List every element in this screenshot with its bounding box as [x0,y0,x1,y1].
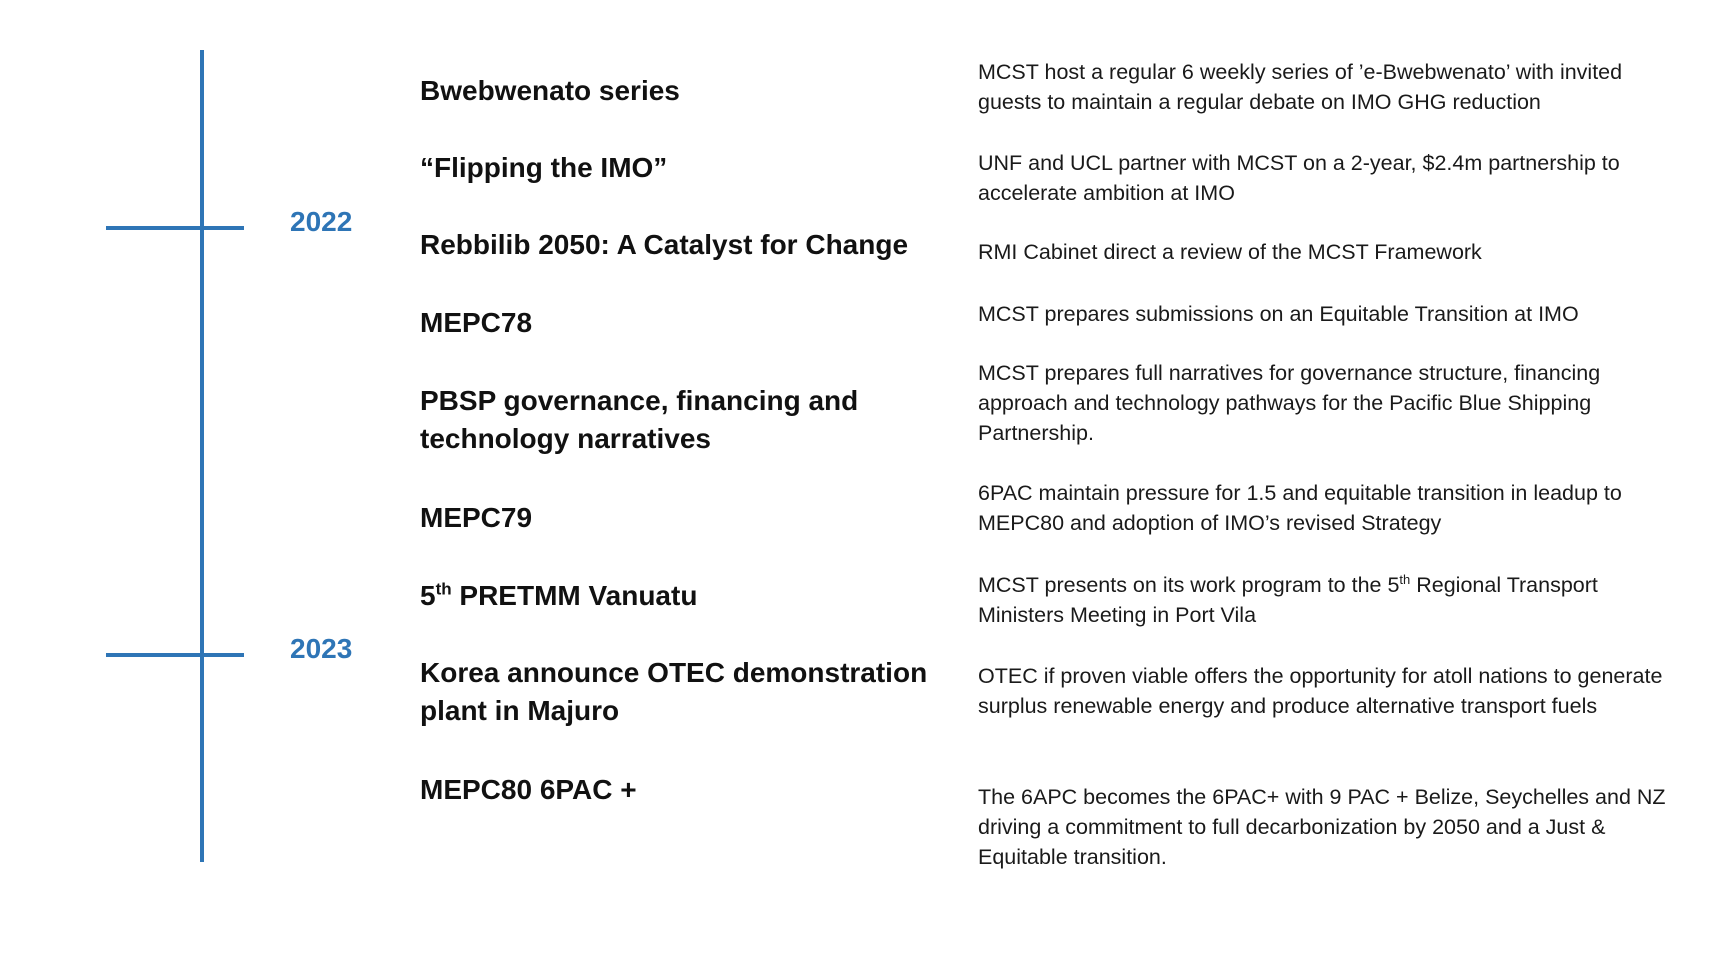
event-title-pbsp: PBSP governance, financing and technology narratives [420,385,859,454]
year-label-2022: 2022 [290,206,353,237]
event-description-mepc78: MCST prepares submissions on an Equitable Transition at IMO [978,302,1579,326]
event-description-pretmm [978,570,1688,630]
event-title-pretmm [420,577,940,615]
event-title-mepc80: MEPC80 6PAC + [420,774,637,805]
event-description-mepc79: 6PAC maintain pressure for 1.5 and equitable transition in leadup to MEPC80 and adoption of IMO’s revised Strategy [978,481,1622,535]
event-title-pretmm-number: 5 [420,580,436,611]
event-description-flipping-imo: UNF and UCL partner with MCST on a 2-year, $2.4m partnership to accelerate ambition at IMO [978,151,1620,205]
event-title-mepc79: MEPC79 [420,502,533,533]
event-description-pretmm-end: Regional Transport Ministers Meeting in Port Vila [978,573,1598,627]
event-description-rebbilib: RMI Cabinet direct a review of the MCST Framework [978,240,1482,264]
event-description-pretmm-start: MCST presents on its work program to the 5 [978,573,1400,597]
event-title-bwebwenato: Bwebwenato series [420,75,680,106]
event-description-pbsp: MCST prepares full narratives for governance structure, financing approach and technology pathways for the Pacific Blue Shipping Partnership. [978,361,1601,445]
event-description-bwebwenato: MCST host a regular 6 weekly series of ’e-Bwebwenato’ with invited guests to maintain a regular debate on IMO GHG reduction [978,60,1623,114]
event-title-rebbilib: Rebbilib 2050: A Catalyst for Change [420,229,909,260]
year-tick-2023 [106,653,244,657]
event-title-pretmm-rest: PRETMM Vanuatu [451,580,698,611]
year-label-2023: 2023 [290,633,353,664]
timeline-axis [200,50,204,862]
year-tick-2022 [106,226,244,230]
event-title-otec: Korea announce OTEC demonstration plant in Majuro [420,657,928,726]
event-title-mepc78: MEPC78 [420,307,533,338]
event-title-pretmm-ordinal: th [435,579,452,599]
event-description-pretmm-ordinal: th [1399,571,1411,587]
event-description-otec: OTEC if proven viable offers the opportunity for atoll nations to generate surplus renewable energy and produce alternative transport fuels [978,664,1663,718]
event-description-mepc80: The 6APC becomes the 6PAC+ with 9 PAC + Belize, Seychelles and NZ driving a commitment to full decarbonization by 2050 and a Just & Equitable transition. [978,785,1666,869]
event-title-flipping-imo: “Flipping the IMO” [420,152,668,183]
